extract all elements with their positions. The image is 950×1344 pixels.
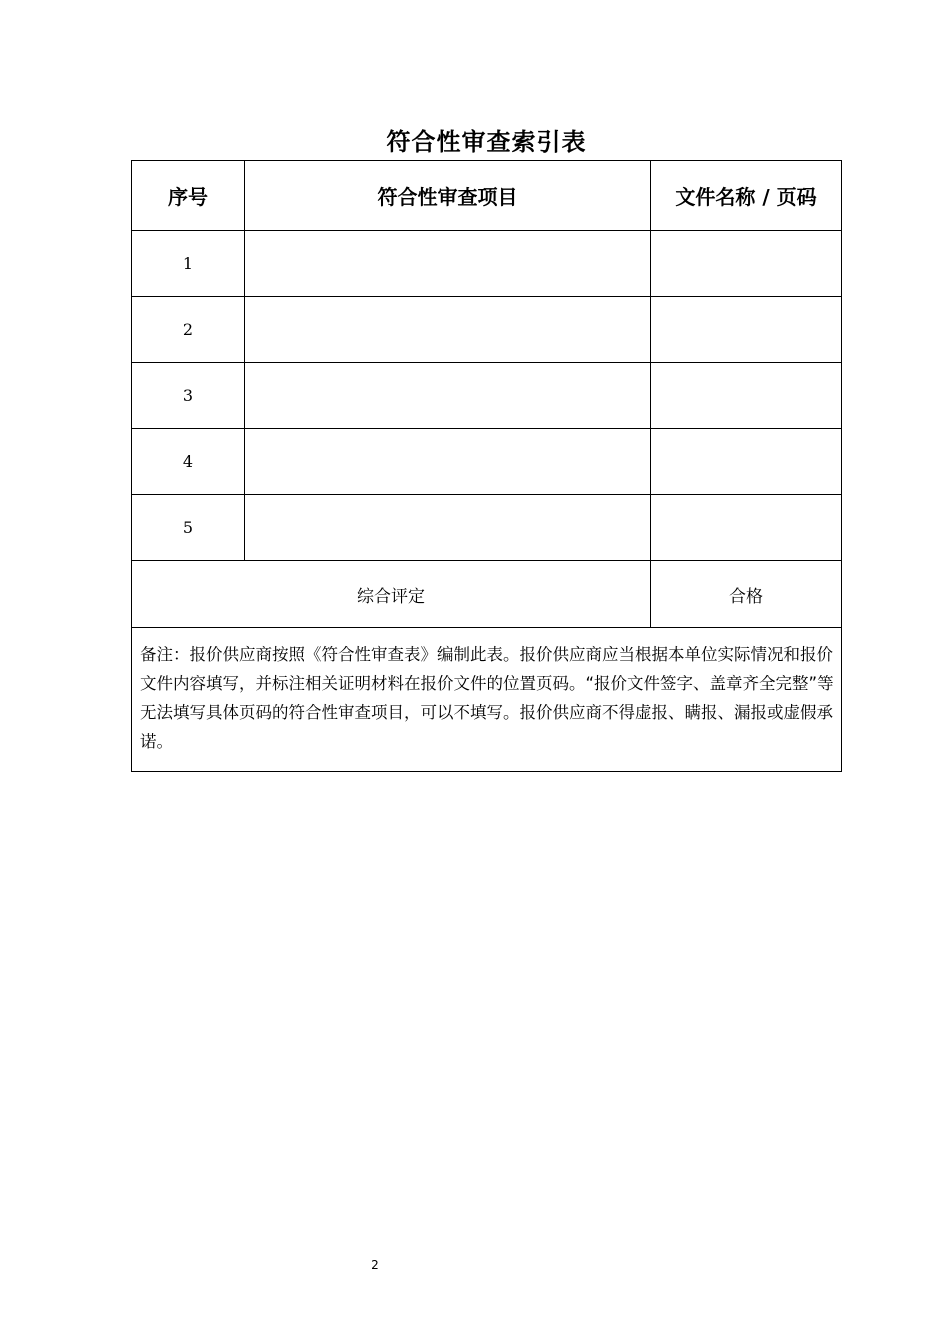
- table-row: [132, 429, 842, 495]
- table-row: [132, 297, 842, 363]
- page-title: 符合性审查索引表: [386, 128, 587, 156]
- row-item: [245, 231, 651, 297]
- header-item: 符合性审查项目: [245, 161, 651, 231]
- summary-value: 合格: [651, 561, 842, 628]
- summary-row: [132, 561, 842, 628]
- page-number: 2: [371, 1258, 379, 1272]
- row-item: [245, 363, 651, 429]
- row-seq: 5: [132, 495, 245, 561]
- row-seq: 2: [132, 297, 245, 363]
- summary-label: 综合评定: [132, 561, 651, 628]
- row-file-page: [651, 429, 842, 495]
- row-item: [245, 297, 651, 363]
- row-seq: 4: [132, 429, 245, 495]
- table-header-row: [132, 161, 842, 231]
- table-row: [132, 363, 842, 429]
- row-item: [245, 429, 651, 495]
- row-file-page: [651, 363, 842, 429]
- note-text: 备注：报价供应商按照《符合性审查表》编制此表。报价供应商应当根据本单位实际情况和报价文件内容填写，并标注相关证明材料在报价文件的位置页码。“报价文件签字、盖章齐全完整”等无法填写具体页码的符合性审查项目，可以不填写。报价供应商不得虚报、瞒报、漏报或虚假承诺。: [132, 628, 842, 772]
- table-row: [132, 495, 842, 561]
- row-seq: 3: [132, 363, 245, 429]
- row-seq: 1: [132, 231, 245, 297]
- header-file-page: 文件名称 / 页码: [651, 161, 842, 231]
- table-row: [132, 231, 842, 297]
- row-file-page: [651, 231, 842, 297]
- row-file-page: [651, 297, 842, 363]
- row-file-page: [651, 495, 842, 561]
- compliance-index-table: [131, 160, 842, 772]
- note-row: [132, 628, 842, 772]
- header-seq: 序号: [132, 161, 245, 231]
- row-item: [245, 495, 651, 561]
